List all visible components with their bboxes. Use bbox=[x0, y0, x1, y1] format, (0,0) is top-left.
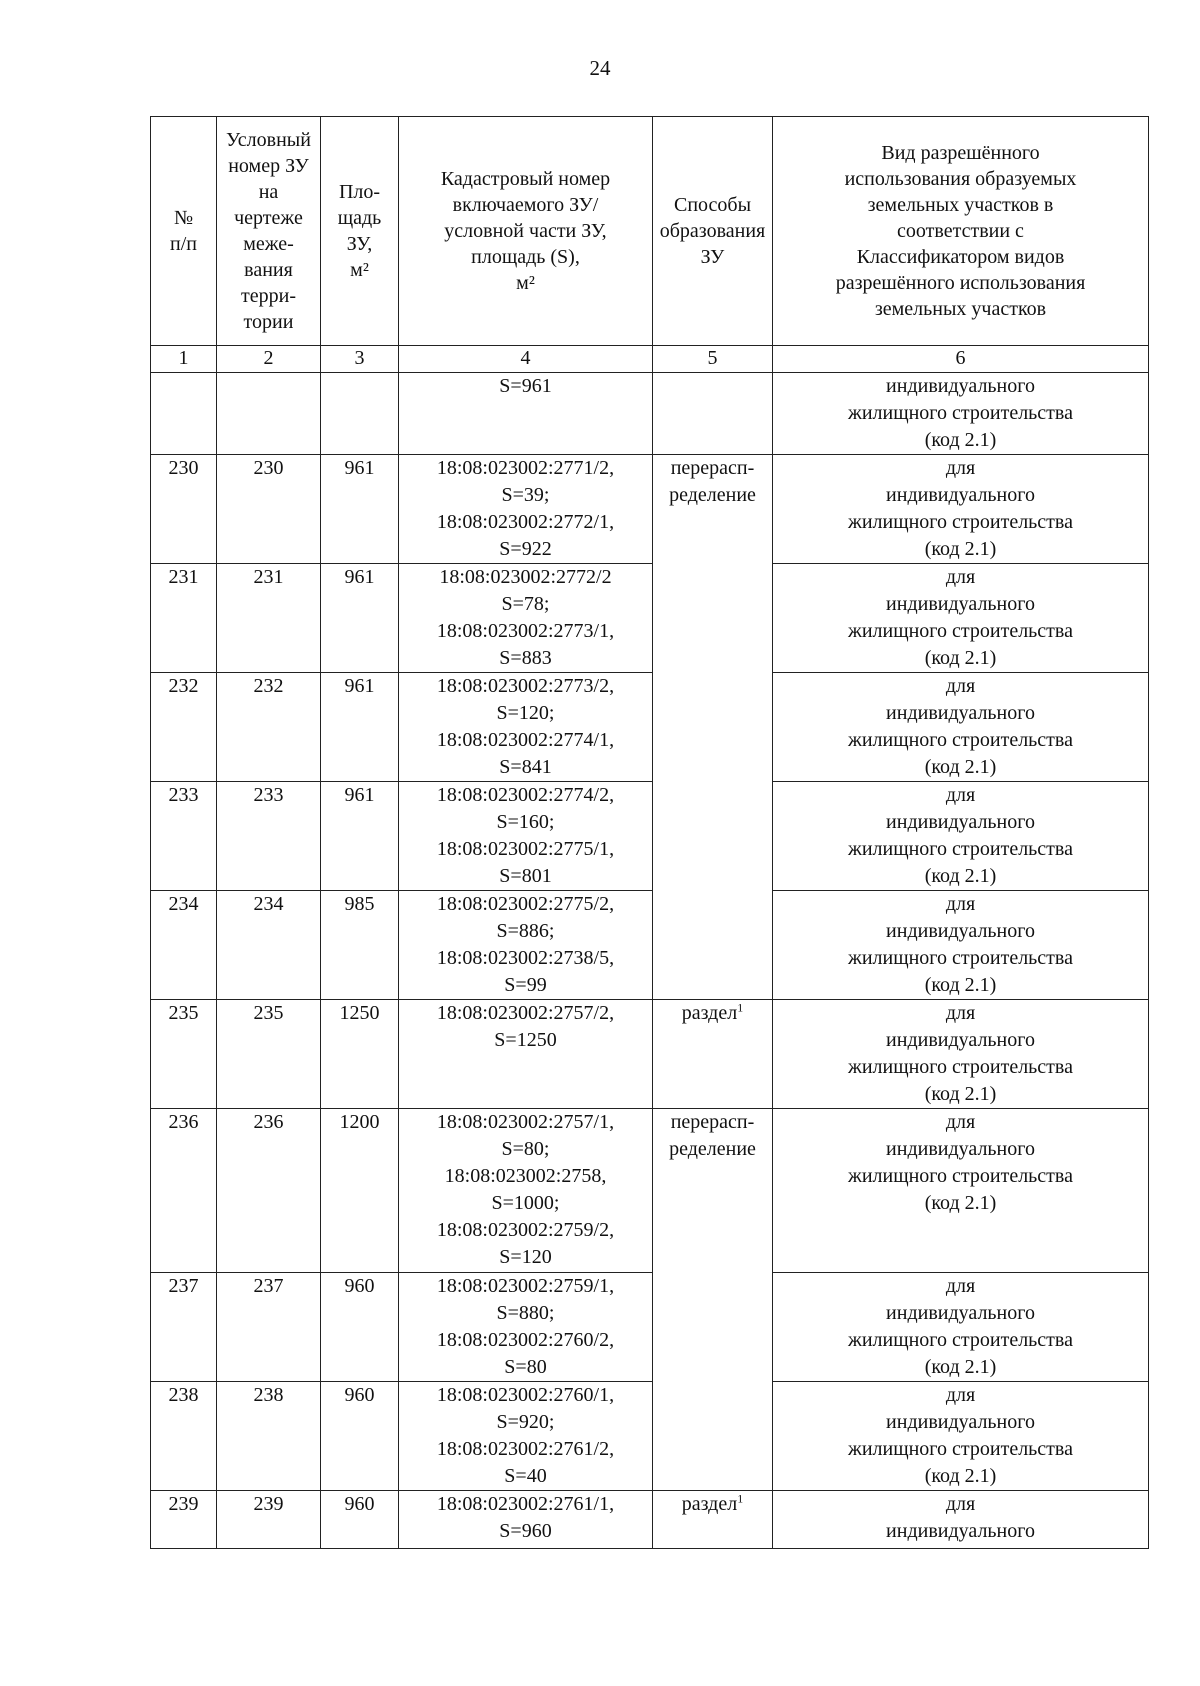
header-conditional-number: Условный номер ЗУ на чертеже меже- вания терри- тории bbox=[217, 117, 321, 346]
column-number: 2 bbox=[217, 346, 321, 373]
column-number: 3 bbox=[321, 346, 399, 373]
cell-area: 961 bbox=[321, 673, 399, 782]
header-no: № п/п bbox=[151, 117, 217, 346]
header-area: Пло- щадь ЗУ, м² bbox=[321, 117, 399, 346]
cell-no: 239 bbox=[151, 1491, 217, 1549]
cell-no: 235 bbox=[151, 1000, 217, 1109]
cell-permitted-use: для индивидуального жилищного строительства (код 2.1) bbox=[773, 1382, 1149, 1491]
cell-permitted-use: для индивидуального жилищного строительства (код 2.1) bbox=[773, 1109, 1149, 1273]
cell-area: 1250 bbox=[321, 1000, 399, 1109]
cell-permitted-use: для индивидуального жилищного строительства (код 2.1) bbox=[773, 673, 1149, 782]
cell-permitted-use: индивидуального жилищного строительства (код 2.1) bbox=[773, 373, 1149, 455]
cell-area: 960 bbox=[321, 1491, 399, 1549]
cell-permitted-use: для индивидуального жилищного строительства (код 2.1) bbox=[773, 455, 1149, 564]
cell-permitted-use: для индивидуального жилищного строительства (код 2.1) bbox=[773, 782, 1149, 891]
table-row bbox=[151, 1109, 1149, 1273]
cell-permitted-use: для индивидуального жилищного строительства (код 2.1) bbox=[773, 564, 1149, 673]
cell-method bbox=[653, 373, 773, 455]
column-number: 1 bbox=[151, 346, 217, 373]
cell-no: 237 bbox=[151, 1273, 217, 1382]
cell-cadastral: 18:08:023002:2757/1, S=80; 18:08:023002:2758, S=1000; 18:08:023002:2759/2, S=120 bbox=[399, 1109, 653, 1273]
cell-conditional-number: 234 bbox=[217, 891, 321, 1000]
cell-area: 1200 bbox=[321, 1109, 399, 1273]
cell-area: 985 bbox=[321, 891, 399, 1000]
cell-conditional-number: 237 bbox=[217, 1273, 321, 1382]
cell-conditional-number: 231 bbox=[217, 564, 321, 673]
table-row bbox=[151, 782, 1149, 891]
table-row bbox=[151, 1000, 1149, 1109]
cell-conditional-number: 233 bbox=[217, 782, 321, 891]
footnote-mark: 1 bbox=[737, 1000, 744, 1015]
table-row bbox=[151, 673, 1149, 782]
cell-conditional-number bbox=[217, 373, 321, 455]
cell-no: 230 bbox=[151, 455, 217, 564]
footnote-mark: 1 bbox=[737, 1491, 744, 1506]
cell-conditional-number: 235 bbox=[217, 1000, 321, 1109]
cell-no: 232 bbox=[151, 673, 217, 782]
cell-cadastral: 18:08:023002:2759/1, S=880; 18:08:023002:2760/2, S=80 bbox=[399, 1273, 653, 1382]
column-numbers-row bbox=[151, 346, 1149, 373]
cell-cadastral: 18:08:023002:2771/2, S=39; 18:08:023002:2772/1, S=922 bbox=[399, 455, 653, 564]
header-permitted-use: Вид разрешённого использования образуемых земельных участков в соответствии с Классификатором видов разрешённого использования земельных участков bbox=[773, 117, 1149, 346]
cell-permitted-use: для индивидуального жилищного строительства (код 2.1) bbox=[773, 1000, 1149, 1109]
cell-method-division: раздел$^1$ bbox=[653, 1000, 773, 1109]
cell-permitted-use: для индивидуального жилищного строительства (код 2.1) bbox=[773, 1273, 1149, 1382]
cell-method-redistribution: перерасп- ределение bbox=[653, 1109, 773, 1491]
table-row bbox=[151, 455, 1149, 564]
cell-cadastral: 18:08:023002:2760/1, S=920; 18:08:023002:2761/2, S=40 bbox=[399, 1382, 653, 1491]
header-method: Способы образования ЗУ bbox=[653, 117, 773, 346]
cell-area: 961 bbox=[321, 564, 399, 673]
cell-cadastral: 18:08:023002:2772/2 S=78; 18:08:023002:2773/1, S=883 bbox=[399, 564, 653, 673]
cell-no bbox=[151, 373, 217, 455]
table-row bbox=[151, 1382, 1149, 1491]
cell-no: 236 bbox=[151, 1109, 217, 1273]
cell-no: 231 bbox=[151, 564, 217, 673]
cell-cadastral: S=961 bbox=[399, 373, 653, 455]
cell-no: 234 bbox=[151, 891, 217, 1000]
cell-area bbox=[321, 373, 399, 455]
cell-permitted-use: для индивидуального bbox=[773, 1491, 1149, 1549]
header-cadastral: Кадастровый номер включаемого ЗУ/ условной части ЗУ, площадь (S), м² bbox=[399, 117, 653, 346]
table-row-continuation bbox=[151, 373, 1149, 455]
cell-method-redistribution: перерасп- ределение bbox=[653, 455, 773, 1000]
cell-conditional-number: 239 bbox=[217, 1491, 321, 1549]
table-row bbox=[151, 891, 1149, 1000]
table-row bbox=[151, 564, 1149, 673]
cell-cadastral: 18:08:023002:2775/2, S=886; 18:08:023002:2738/5, S=99 bbox=[399, 891, 653, 1000]
page-number: 24 bbox=[589, 56, 611, 80]
cell-no: 238 bbox=[151, 1382, 217, 1491]
table-row bbox=[151, 1273, 1149, 1382]
cell-conditional-number: 232 bbox=[217, 673, 321, 782]
header-row bbox=[151, 117, 1149, 346]
cell-permitted-use: для индивидуального жилищного строительства (код 2.1) bbox=[773, 891, 1149, 1000]
cell-conditional-number: 238 bbox=[217, 1382, 321, 1491]
cell-conditional-number: 230 bbox=[217, 455, 321, 564]
column-number: 6 bbox=[773, 346, 1149, 373]
cell-area: 960 bbox=[321, 1273, 399, 1382]
column-number: 5 bbox=[653, 346, 773, 373]
column-number: 4 bbox=[399, 346, 653, 373]
land-plots-table bbox=[150, 116, 1149, 1549]
cell-area: 961 bbox=[321, 455, 399, 564]
cell-cadastral: 18:08:023002:2774/2, S=160; 18:08:023002:2775/1, S=801 bbox=[399, 782, 653, 891]
cell-cadastral: 18:08:023002:2757/2, S=1250 bbox=[399, 1000, 653, 1109]
table-row bbox=[151, 1491, 1149, 1549]
cell-area: 961 bbox=[321, 782, 399, 891]
cell-no: 233 bbox=[151, 782, 217, 891]
cell-area: 960 bbox=[321, 1382, 399, 1491]
cell-cadastral: 18:08:023002:2773/2, S=120; 18:08:023002:2774/1, S=841 bbox=[399, 673, 653, 782]
cell-method-division: раздел$^1$ bbox=[653, 1491, 773, 1549]
cell-cadastral: 18:08:023002:2761/1, S=960 bbox=[399, 1491, 653, 1549]
cell-conditional-number: 236 bbox=[217, 1109, 321, 1273]
